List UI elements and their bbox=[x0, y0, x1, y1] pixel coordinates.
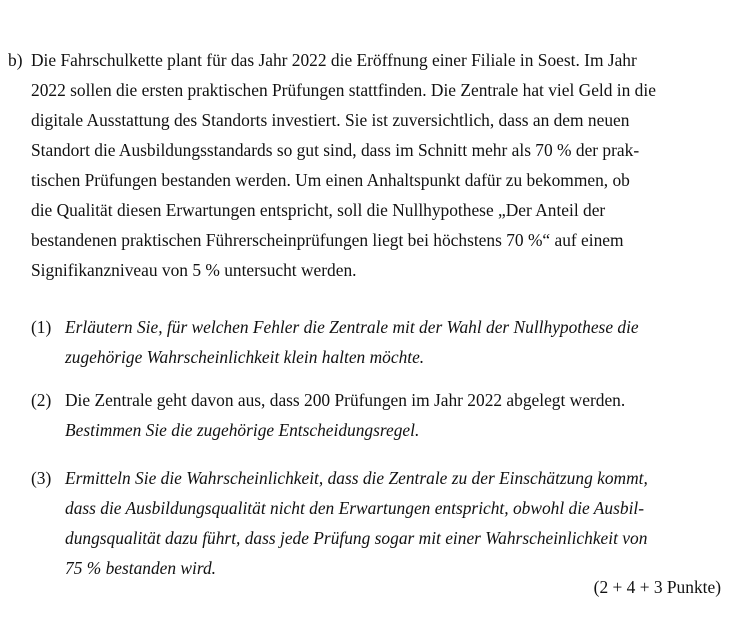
intro-line: Die Fahrschulkette plant für das Jahr 2022 die Eröffnung einer Filiale in Soest. Im Jahr bbox=[31, 50, 637, 70]
subtask-line: Ermitteln Sie die Wahrscheinlichkeit, dass die Zentrale zu der Einschätzung kommt, bbox=[65, 468, 648, 488]
subtask-line: 75 % bestanden wird. bbox=[65, 558, 217, 578]
subtask-number: (1) bbox=[31, 317, 52, 337]
intro-line: 2022 sollen die ersten praktischen Prüfungen stattfinden. Die Zentrale hat viel Geld in die bbox=[31, 80, 656, 100]
subtask-line: zugehörige Wahrscheinlichkeit klein halten möchte. bbox=[65, 347, 425, 367]
subtask-line: Erläutern Sie, für welchen Fehler die Zentrale mit der Wahl der Nullhypothese die bbox=[65, 317, 639, 337]
subtask-line: Bestimmen Sie die zugehörige Entscheidungsregel. bbox=[65, 420, 420, 440]
intro-line: tischen Prüfungen bestanden werden. Um einen Anhaltspunkt dafür zu bekommen, ob bbox=[31, 170, 630, 190]
subtask-number: (2) bbox=[31, 390, 52, 410]
subtask-line: dungsqualität dazu führt, dass jede Prüfung sogar mit einer Wahrscheinlichkeit von bbox=[65, 528, 648, 548]
intro-line: digitale Ausstattung des Standorts investiert. Sie ist zuversichtlich, dass an dem neuen bbox=[31, 110, 630, 130]
subtask-number: (3) bbox=[31, 468, 52, 488]
intro-line: bestandenen praktischen Führerscheinprüfungen liegt bei höchstens 70 %“ auf einem bbox=[31, 230, 624, 250]
task-label: b) bbox=[8, 50, 23, 70]
points-label: (2 + 4 + 3 Punkte) bbox=[593, 577, 721, 597]
intro-line: Signifikanzniveau von 5 % untersucht werden. bbox=[31, 260, 357, 280]
intro-line: die Qualität diesen Erwartungen entspricht, soll die Nullhypothese „Der Anteil der bbox=[31, 200, 606, 220]
intro-line: Standort die Ausbildungsstandards so gut sind, dass im Schnitt mehr als 70 % der prak- bbox=[31, 140, 640, 160]
subtask-line: dass die Ausbildungsqualität nicht den Erwartungen entspricht, obwohl die Ausbil- bbox=[65, 498, 645, 518]
subtask-line: Die Zentrale geht davon aus, dass 200 Prüfungen im Jahr 2022 abgelegt werden. bbox=[65, 390, 626, 410]
